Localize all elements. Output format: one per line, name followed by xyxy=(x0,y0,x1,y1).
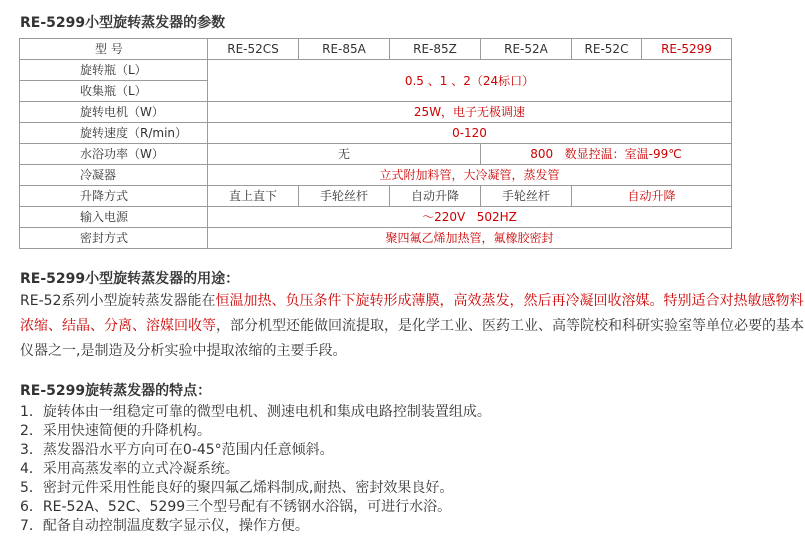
usage-title: RE-5299小型旋转蒸发器的用途： xyxy=(20,271,240,287)
model-cell: RE-52C xyxy=(572,39,642,60)
features-list xyxy=(20,403,780,536)
power-value: ～220V 502HZ xyxy=(208,207,732,228)
power-label: 输入电源 xyxy=(20,207,208,228)
collect-flask-label: 收集瓶（L） xyxy=(20,81,208,102)
condenser-value: 立式附加料管，大冷凝管，蒸发管 xyxy=(208,165,732,186)
usage-text: RE-52系列小型旋转蒸发器能在 xyxy=(20,293,216,309)
rotary-flask-label: 旋转瓶（L） xyxy=(20,60,208,81)
table-row-seal xyxy=(20,228,732,249)
lift-label: 升降方式 xyxy=(20,186,208,207)
list-item: 6．RE-52A、52C、5299三个型号配有不锈钢水浴锅，可进行水浴。 xyxy=(20,499,452,515)
list-item: 5．密封元件采用性能良好的聚四氟乙烯料制成,耐热、密封效果良好。 xyxy=(20,480,454,496)
model-cell: RE-52CS xyxy=(208,39,299,60)
motor-label: 旋转电机（W） xyxy=(20,102,208,123)
bath-label: 水浴功率（W） xyxy=(20,144,208,165)
table-row-bath xyxy=(20,144,732,165)
speed-value: 0-120 xyxy=(208,123,732,144)
flask-value: 0.5 、1 、2（24标口） xyxy=(208,60,732,102)
features-title: RE-5299旋转蒸发器的特点： xyxy=(20,383,212,399)
list-item: 4．采用高蒸发率的立式冷凝系统。 xyxy=(20,461,239,477)
table-row-rotary-flask xyxy=(20,60,732,81)
speed-label: 旋转速度（R/min） xyxy=(20,123,208,144)
seal-label: 密封方式 xyxy=(20,228,208,249)
usage-paragraph xyxy=(20,289,805,364)
list-item: 7．配备自动控制温度数字显示仪，操作方便。 xyxy=(20,518,309,534)
usage-text-highlight: 恒温加热、负压条件下旋转形成薄膜，高效蒸发，然后再冷凝回收溶媒。特别适合对热敏感物料浓缩、结晶、分离、溶媒回收等 xyxy=(20,293,804,334)
lift-value: 手轮丝杆 xyxy=(299,186,390,207)
table-row-motor xyxy=(20,102,732,123)
bath-none: 无 xyxy=(208,144,481,165)
model-cell-highlight: RE-5299 xyxy=(642,39,732,60)
lift-value: 直上直下 xyxy=(208,186,299,207)
table-row-lift xyxy=(20,186,732,207)
table-row-speed xyxy=(20,123,732,144)
model-cell: RE-85A xyxy=(299,39,390,60)
usage-text: ，部分机型还能做回流提取，是化学工业、医药工业、高等院校和科研实验室等单位必要的基本仪器之一,是制造及分析实验中提取浓缩的主要手段。 xyxy=(20,318,804,359)
lift-value: 自动升降 xyxy=(390,186,481,207)
lift-value: 手轮丝杆 xyxy=(481,186,572,207)
table-row-power xyxy=(20,207,732,228)
model-cell: RE-85Z xyxy=(390,39,481,60)
list-item: 3．蒸发器沿水平方向可在0-45°范围内任意倾斜。 xyxy=(20,442,334,458)
model-cell: RE-52A xyxy=(481,39,572,60)
lift-value-highlight: 自动升降 xyxy=(572,186,732,207)
table-row-condenser xyxy=(20,165,732,186)
bath-value: 800 数显控温：室温-99℃ xyxy=(481,144,732,165)
list-item: 2．采用快速简便的升降机构。 xyxy=(20,423,211,439)
model-label: 型 号 xyxy=(20,39,208,60)
table-row-model xyxy=(20,39,732,60)
spec-table xyxy=(19,38,732,249)
params-title: RE-5299小型旋转蒸发器的参数 xyxy=(20,15,226,31)
list-item: 1．旋转体由一组稳定可靠的微型电机、测速电机和集成电路控制装置组成。 xyxy=(20,404,491,420)
condenser-label: 冷凝器 xyxy=(20,165,208,186)
motor-value: 25W，电子无极调速 xyxy=(208,102,732,123)
seal-value: 聚四氟乙烯加热管，氟橡胶密封 xyxy=(208,228,732,249)
